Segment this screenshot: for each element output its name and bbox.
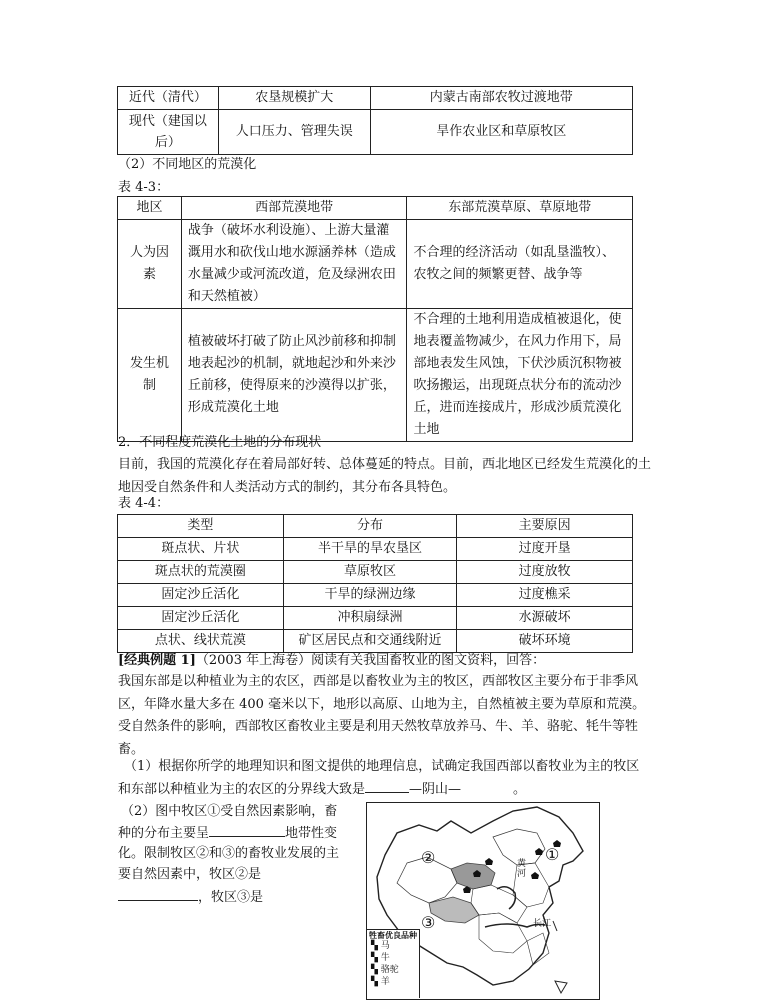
legend-item-sheep: ▚ 羊 — [371, 977, 390, 987]
table-cell: 固定沙丘活化 — [118, 584, 284, 607]
question-2-text: ，牧区③是 — [198, 890, 264, 905]
example-heading — [118, 650, 545, 672]
table-cell: 水源破坏 — [457, 607, 633, 630]
question-1-text: 和东部以种植业为主的农区的分界线大致是 — [118, 782, 366, 797]
example-label: [经典例题 1] — [118, 653, 196, 668]
question-2-line-3: 化。限制牧区②和③的畜牧业发展的主 — [118, 846, 340, 861]
desertification-regions-table — [117, 196, 633, 442]
table-row — [118, 561, 633, 584]
table-cell: 不合理的土地利用造成植被退化，使地表覆盖物减少，在风力作用下，局部地表发生风蚀，下伏沙质沉积物被吹扬搬运，出现斑点状分布的流动沙丘，进而连接成片，形成沙质荒漠化土地 — [407, 309, 633, 442]
answer-blank[interactable] — [461, 778, 513, 793]
table-cell: 矿区居民点和交通线附近 — [283, 630, 457, 653]
table-cell: 半干旱的旱农垦区 — [283, 538, 457, 561]
table-header-row — [118, 515, 633, 538]
table-cell: 不合理的经济活动（如乱垦滥牧）、农牧之间的频繁更替、战争等 — [407, 220, 633, 309]
table-cell: 斑点状、片状 — [118, 538, 284, 561]
table-row — [118, 538, 633, 561]
table-cell: 旱作农业区和草原牧区 — [370, 110, 632, 155]
table-caption: 表 4-3： — [118, 180, 170, 195]
table-caption: 表 4-4： — [118, 496, 170, 511]
question-2-line-2 — [118, 822, 337, 845]
question-1-line-2 — [118, 778, 526, 801]
desertification-types-table — [117, 514, 633, 653]
yellow-river-label: 黄河 — [517, 859, 527, 879]
legend-item-horse: ▚ 马 — [371, 941, 390, 951]
table-row — [118, 110, 633, 155]
region-1-label: ① — [545, 845, 560, 864]
legend-title: 牲畜优良品种 — [369, 930, 417, 940]
question-1-end: 。 — [513, 782, 527, 797]
example-paragraph: 我国东部是以种植业为主的农区，西部是以畜牧业为主的牧区，西部牧区主要分布于非季风区，年降水量大多在 400 毫米以下，地形以高原、山地为主，自然植被主要为草原和荒漠。受自然条件的影响，西部牧区畜牧业主要是利用天然牧草放养马、牛、羊、骆驼、牦牛等牲畜。 — [118, 674, 646, 757]
column-header: 类型 — [118, 515, 284, 538]
example-source: （2003 年上海卷）阅读有关我国畜牧业的图文资料，回答： — [195, 653, 546, 668]
section-title: 2．不同程度荒漠化土地的分布现状 — [118, 435, 322, 450]
sheep-icon: ▚ — [371, 977, 378, 987]
horse-icon: ▚ — [371, 941, 378, 951]
region-2-label: ② — [421, 848, 436, 867]
table-row — [118, 220, 633, 309]
question-2-line-1: （2）图中牧区①受自然因素影响，畜 — [121, 804, 338, 819]
table-row — [118, 607, 633, 630]
question-2-line-5 — [118, 886, 263, 909]
region-3-label: ③ — [421, 913, 436, 932]
table-cell: 过度开垦 — [457, 538, 633, 561]
intro-paragraph: 目前，我国的荒漠化存在着局部好转、总体蔓延的特点。目前，西北地区已经发生荒漠化的土地因受自然条件和人类活动方式的制约，其分布各具特色。 — [118, 457, 652, 495]
table-cell: 内蒙古南部农牧过渡地带 — [370, 87, 632, 110]
column-header: 分布 — [283, 515, 457, 538]
question-1-middle: —阴山— — [409, 782, 462, 797]
answer-blank[interactable] — [209, 822, 285, 837]
table-header-row — [118, 197, 633, 220]
table-cell: 破坏环境 — [457, 630, 633, 653]
table-cell: 固定沙丘活化 — [118, 607, 284, 630]
table-row — [118, 309, 633, 442]
table-cell: 斑点状的荒漠圈 — [118, 561, 284, 584]
table-cell: 草原牧区 — [283, 561, 457, 584]
table-cell: 人口压力、管理失误 — [218, 110, 370, 155]
table-cell: 冲积扇绿洲 — [283, 607, 457, 630]
livestock-map — [366, 802, 600, 1000]
table-cell: 发生机制 — [118, 309, 182, 442]
legend-item-camel: ▚ 骆驼 — [371, 965, 399, 975]
table-row — [118, 87, 633, 110]
history-table — [117, 86, 633, 155]
legend-item-cattle: ▚ 牛 — [371, 953, 390, 963]
map-legend — [367, 929, 420, 998]
table-cell: 过度樵采 — [457, 584, 633, 607]
table-cell: 战争（破坏水利设施）、上游大量灌溉用水和砍伐山地水源涵养林（造成水量减少或河流改道，危及绿洲农田和天然植被） — [181, 220, 407, 309]
table-cell: 植被破坏打破了防止风沙前移和抑制地表起沙的机制，就地起沙和外来沙丘前移，使得原来的沙漠得以扩张，形成荒漠化土地 — [181, 309, 407, 442]
question-2-text: 地带性变 — [285, 826, 338, 841]
question-1-line-1: （1）根据你所学的地理知识和图文提供的地理信息，试确定我国西部以畜牧业为主的牧区 — [124, 759, 640, 774]
table-cell: 现代（建国以后） — [118, 110, 219, 155]
column-header: 主要原因 — [457, 515, 633, 538]
column-header: 东部荒漠草原、草原地带 — [407, 197, 633, 220]
table-cell: 干旱的绿洲边缘 — [283, 584, 457, 607]
answer-blank[interactable] — [118, 886, 198, 901]
column-header: 地区 — [118, 197, 182, 220]
question-2-text: 种的分布主要呈 — [118, 826, 210, 841]
table-cell: 过度放牧 — [457, 561, 633, 584]
answer-blank[interactable] — [365, 778, 409, 793]
question-2-line-4: 要自然因素中，牧区②是 — [118, 867, 262, 882]
table-cell: 农垦规模扩大 — [218, 87, 370, 110]
section-heading: （2）不同地区的荒漠化 — [118, 157, 257, 172]
table-cell: 人为因素 — [118, 220, 182, 309]
table-cell: 点状、线状荒漠 — [118, 630, 284, 653]
cattle-icon: ▚ — [371, 953, 378, 963]
column-header: 西部荒漠地带 — [181, 197, 407, 220]
yangtze-label: 长江 — [533, 919, 552, 929]
table-cell: 近代（清代） — [118, 87, 219, 110]
table-row — [118, 584, 633, 607]
camel-icon: ▚ — [371, 965, 378, 975]
